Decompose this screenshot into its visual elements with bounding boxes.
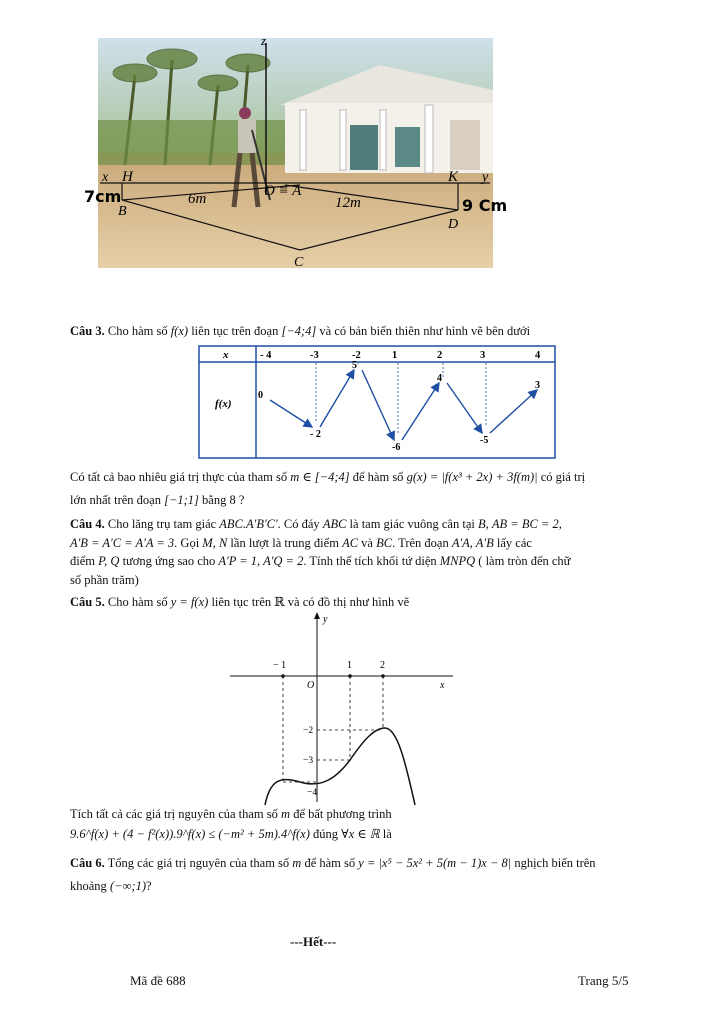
graph-curve [265,728,415,805]
photo-svg [80,33,508,270]
q4-prism: ABC.A'B'C' [219,517,278,531]
q4-line-2 [70,534,682,552]
graph-guides [283,676,383,782]
graph-origin-label: O [307,680,315,691]
table-x-value: -3 [310,350,319,361]
q4-ab-bc: AB = BC = 2 [491,517,559,531]
q3-text: liên tục trên đoạn [188,324,282,338]
table-fx-label: f(x) [215,398,232,410]
q5-line-2 [70,805,682,823]
q3-line-2 [70,468,682,486]
table-x-value: 4 [535,350,541,361]
z-axis-label: z [261,33,267,48]
table-x-value: -2 [352,350,361,361]
table-f-value: -6 [392,442,401,453]
q4-lengths: A'P = 1, A'Q = 2 [218,554,304,568]
label-y: y [482,170,489,185]
label-b: B [118,204,127,219]
q4-text: . Có đáy [277,517,323,531]
q5-text: để bất phương trình [290,807,392,821]
q3-interval2: [−1;1] [164,493,199,507]
table-arrow [320,370,354,427]
q4-text: . Gọi [174,536,203,550]
q5-text: Tích tất cả các giá trị nguyên của tham số [70,807,282,821]
q4-text: Cho lăng trụ tam giác [104,517,220,531]
graph-y-label: y [323,614,328,625]
q6-title: Câu 6. [70,856,105,870]
end-mark: ---Hết--- [290,934,337,949]
label-c: C [294,255,304,270]
table-f-value: - 2 [310,429,321,440]
q4-line-1 [70,515,682,533]
q3-text: và có bản biến thiên như hình vẽ bên dưới [316,324,531,338]
handwritten-7cm: 7cm [84,187,122,206]
q4-text: . Tính thể tích khối tứ diện [303,554,440,568]
q3-text: lớn nhất trên đoạn [70,493,165,507]
q5-text: Cho hàm số [104,595,171,609]
tick-dot [381,674,385,678]
q4-text: và [358,536,377,550]
photo-figure [80,33,508,270]
table-x-value: 1 [392,350,398,361]
table-f-value: -5 [480,435,489,446]
y-tick-minus3: −3 [303,756,314,766]
q4-text: là tam giác vuông cân tại [346,517,478,531]
q3-interval: [−4;4] [281,324,317,338]
q4-text: số phần trăm) [70,573,139,587]
q3-text: Có tất cả bao nhiêu giá trị thực của tham số [70,470,291,484]
x-tick-minus1: − 1 [273,660,287,671]
table-arrow [362,370,394,440]
q4-ac: AC [342,536,359,550]
graph-x-label: x [440,680,445,691]
q6-text: nghịch biến trên [511,856,596,870]
label-12m: 12m [335,195,361,211]
q6-text: ? [146,879,152,893]
table-f-value: 5 [352,360,357,371]
q5-m: m [281,807,291,821]
q5-title: Câu 5. [70,595,105,609]
q3-text: bằng 8 ? [198,493,245,507]
q5-func: y = f(x) [170,595,209,609]
label-oa: O ≡ A [264,183,302,199]
q4-text: tương ứng sao cho [119,554,219,568]
q4-text: điểm [70,554,99,568]
tick-dot [281,674,285,678]
q3-param: m ∈ [−4;4] [290,470,350,484]
q3-text: để hàm số [349,470,407,484]
q4-text: , [485,517,492,531]
table-x-value: - 4 [260,350,272,361]
table-arrow [490,390,537,433]
q4-text: . Trên đoạn [392,536,452,550]
q6-text: Tổng các giá trị nguyên của tham số [104,856,293,870]
q6-m: m [292,856,302,870]
q5-line-1 [70,593,682,611]
q4-eq: A'B = A'C = A'A = 3 [70,536,175,550]
table-f-value: 3 [535,380,540,391]
q4-text: , [558,517,562,531]
q4-abc: ABC [322,517,347,531]
y-tick-minus4: −4 [307,788,318,798]
q3-title: Câu 3. [70,324,105,338]
tick-dot [348,674,352,678]
graph-y-arrow [314,612,320,619]
q6-line-1 [70,854,682,872]
table-f-value: 4 [437,373,442,384]
q3-text: có giá trị [537,470,586,484]
table-x-value: 3 [480,350,486,361]
q5-line-3 [70,825,682,843]
q6-func: y = |x⁵ − 5x² + 5(m − 1)x − 8| [358,856,512,870]
label-x: x [102,170,109,185]
variation-table-svg [198,345,558,460]
q5-forall: ∀x ∈ ℝ [341,827,380,841]
y-tick-minus2: −2 [303,726,314,736]
q4-seg: A'A, A'B [451,536,494,550]
function-graph-svg [225,610,460,805]
q5-ineq: 9.6^f(x) + (4 − f²(x)).9^f(x) ≤ (−m² + 5m).4^f(x) [70,827,310,841]
q5-text: đúng [309,827,342,841]
variation-table [198,345,558,460]
table-arrow [270,400,312,427]
q4-text: lấy các [493,536,532,550]
q6-interval: (−∞;1) [109,879,147,893]
label-h: H [122,169,133,185]
q4-title: Câu 4. [70,517,105,531]
x-tick-2: 2 [380,660,385,671]
q3-fx: f(x) [170,324,189,338]
table-f-value: 0 [258,390,263,401]
q5-text: và có đồ thị như hình vẽ [284,595,410,609]
q4-mn: M, N [202,536,228,550]
q4-b: B [477,517,486,531]
q5-R: ℝ [274,595,285,609]
function-graph [225,610,460,805]
table-x-value: 2 [437,350,443,361]
q4-text: lần lượt là trung điểm [227,536,343,550]
q4-pq: P, Q [98,554,120,568]
handwritten-9cm: 9 Cm [462,196,508,215]
label-k: K [448,169,459,185]
table-x-label: x [223,349,229,361]
table-arrow [402,383,439,440]
x-tick-1: 1 [347,660,352,671]
label-6m: 6m [188,191,207,207]
footer-code: Mã đề 688 [130,973,186,988]
q4-text: ( làm tròn đến chữ [475,554,571,568]
q6-line-2 [70,877,682,895]
footer-page: Trang 5/5 [578,973,629,988]
table-arrow [447,383,482,433]
q6-text: để hàm số [301,856,359,870]
q4-line-3 [70,552,682,570]
q4-mnpq: MNPQ [439,554,476,568]
label-d: D [448,217,459,232]
q3-line-1 [70,322,682,340]
q3-line-3 [70,491,682,509]
q3-text: Cho hàm số [104,324,171,338]
q4-bc: BC [376,536,393,550]
q5-text: liên tục trên [208,595,275,609]
q6-text: khoảng [70,879,110,893]
q3-gx: g(x) = |f(x³ + 2x) + 3f(m)| [406,470,538,484]
q4-line-4 [70,571,682,589]
q5-text: là [379,827,392,841]
